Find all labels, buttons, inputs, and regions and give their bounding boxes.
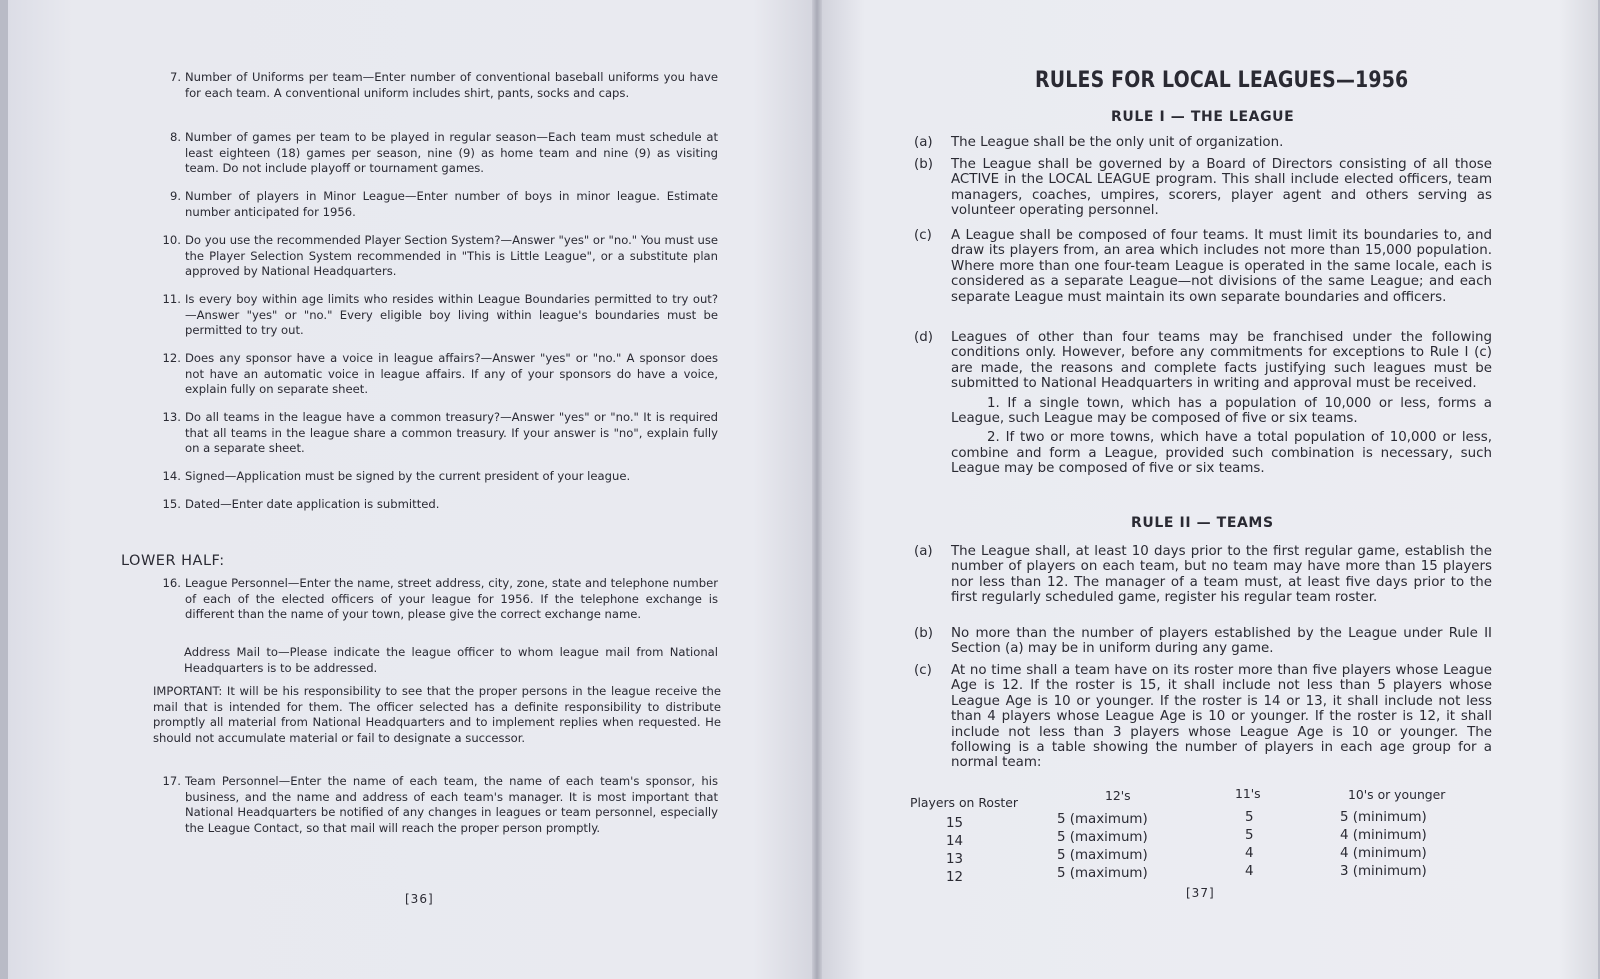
table-cell: 5 (maximum) [1057, 866, 1148, 881]
list-item-14 [158, 469, 718, 485]
item-text: A League shall be composed of four teams. It must limit its boundaries to, and draw its players from, an area which includes not more than 15,000 population. Where more than one four-team League is operated in the same locale, each is considered as a separate League—not divisions of the same League; and each separate League must maintain its own separate boundaries and officers. [951, 228, 1492, 305]
rule-2-item-a [914, 544, 1492, 606]
table-cell: 13 [946, 852, 964, 867]
page-number-right: [37] [1186, 886, 1215, 900]
list-item-9 [158, 189, 718, 220]
list-item-16 [158, 576, 718, 623]
item-text: Does any sponsor have a voice in league affairs?—Answer "yes" or "no." A sponsor does not have an automatic voice in league affairs. If any of your sponsors do have a voice, explain fully on separate sheet. [185, 351, 718, 396]
item-text: Do you use the recommended Player Section System?—Answer "yes" or "no." You must use the Player Selection System recommended in "This is Little League", or a substitute plan approved by National Headquarters. [185, 233, 718, 278]
item-number: 17. [162, 774, 181, 788]
item-number: 8. [169, 130, 181, 144]
item-number: 10. [162, 233, 181, 247]
item-text: The League shall be the only unit of organization. [951, 135, 1284, 150]
list-item-11 [158, 292, 718, 339]
table-cell: 12 [946, 870, 964, 885]
page-number-left: [36] [405, 892, 434, 906]
list-item-15 [158, 497, 718, 513]
item-number: 12. [162, 351, 181, 365]
item-text: Signed—Application must be signed by the current president of your league. [185, 469, 631, 483]
rule-1-item-a [914, 135, 1492, 150]
book-gutter [812, 0, 822, 979]
item-number: 11. [162, 292, 181, 306]
item-text: The League shall be governed by a Board of Directors consisting of all those ACTIVE in the LOCAL LEAGUE program. This shall include elected officers, team managers, coaches, umpires, scorers, player agent and others serving as volunteer operating personnel. [951, 157, 1492, 219]
item-text: Dated—Enter date application is submitted. [185, 497, 440, 511]
table-cell: 5 [1245, 810, 1254, 825]
list-item-13 [158, 410, 718, 457]
rule-2-item-c [914, 663, 1492, 771]
table-header-10s: 10's or younger [1348, 787, 1446, 802]
rule-1-heading: RULE I — THE LEAGUE [1111, 109, 1295, 125]
rule-1-item-c [914, 228, 1492, 305]
item-text: Number of Uniforms per team—Enter number of conventional baseball uniforms you have for each team. A conventional uniform includes shirt, pants, socks and caps. [185, 70, 718, 100]
item-text: Number of games per team to be played in regular season—Each team must schedule at least eighteen (18) games per season, nine (9) as home team and nine (9) as visiting team. Do not include playoff or tournament games. [185, 130, 718, 175]
list-item-7 [158, 70, 718, 101]
item-number: 9. [169, 189, 181, 203]
table-cell: 5 [1245, 828, 1254, 843]
item-text: Team Personnel—Enter the name of each team, the name of each team's sponsor, his business, and the name and address of each team's manager. It is most important that National Headquarters be notified of any changes in leagues or team personnel, especially the League Contact, so that mail will reach the proper person promptly. [185, 774, 718, 835]
list-item-10 [158, 233, 718, 280]
item-label: (a) [914, 544, 933, 559]
table-cell: 4 [1245, 846, 1254, 861]
rule-1-item-b [914, 157, 1492, 219]
table-cell: 5 (minimum) [1340, 810, 1427, 825]
table-header-12s: 12's [1105, 788, 1131, 803]
rule-1-d-sub-1: 1. If a single town, which has a population of 10,000 or less, forms a League, such League may be composed of five or six teams. [951, 395, 1492, 427]
page-title: RULES FOR LOCAL LEAGUES—1956 [1035, 68, 1409, 93]
item-label: (d) [914, 330, 933, 345]
item-label: (c) [914, 663, 932, 678]
item-number: 14. [162, 469, 181, 483]
table-cell: 4 [1245, 864, 1254, 879]
rule-2-item-b [914, 626, 1492, 657]
table-header-11s: 11's [1235, 786, 1261, 801]
rule-2-heading: RULE II — TEAMS [1131, 515, 1274, 531]
table-cell: 5 (maximum) [1057, 830, 1148, 845]
item-number: 13. [162, 410, 181, 424]
item-text: No more than the number of players established by the League under Rule II Section (a) may be in uniform during any game. [951, 626, 1492, 657]
item-text: The League shall, at least 10 days prior to the first regular game, establish the number of players on each team, but no team may have more than 15 players nor less than 12. The manager of a team must, at least five days prior to the first regularly scheduled game, register his regular team roster. [951, 544, 1492, 606]
item-text: Number of players in Minor League—Enter number of boys in minor league. Estimate number anticipated for 1956. [185, 189, 718, 219]
rule-1-d-sub-2: 2. If two or more towns, which have a total population of 10,000 or less, combine and form a League, provided such combination is necessary, such League may be composed of five or six teams. [951, 430, 1492, 477]
important-paragraph: IMPORTANT: It will be his responsibility to see that the proper persons in the league receive the mail that is intended for them. The officer selected has a definite responsibility to distribute promptly all material from National Headquarters and to implement replies when requested. He should not accumulate material or fail to designate a successor. [153, 684, 721, 745]
item-number: 15. [162, 497, 181, 511]
list-item-12 [158, 351, 718, 398]
item-text: Do all teams in the league have a common treasury?—Answer "yes" or "no." It is required that all teams in the league share a common treasury. If your answer is "no", explain fully on a separate sheet. [185, 410, 718, 455]
item-text: League Personnel—Enter the name, street address, city, zone, state and telephone number of each of the elected officers of your league for 1956. If the telephone exchange is different than the name of your town, please give the correct exchange name. [185, 576, 718, 621]
table-cell: 15 [946, 816, 964, 831]
table-cell: 4 (minimum) [1340, 828, 1427, 843]
item-text: Leagues of other than four teams may be franchised under the following conditions only. However, before any commitments for exceptions to Rule I (c) are made, the reasons and complete facts justifying such leagues must be submitted to National Headquarters in writing and approval must be received. [951, 330, 1492, 392]
table-cell: 4 (minimum) [1340, 846, 1427, 861]
item-text: Is every boy within age limits who resides within League Boundaries permitted to try out?—Answer "yes" or "no." Every eligible boy living within league's boundaries must be permitted to try out. [185, 292, 718, 337]
item-number: 16. [162, 576, 181, 590]
section-heading: LOWER HALF: [121, 553, 225, 569]
item-text: At no time shall a team have on its roster more than five players whose League Age is 12. If the roster is 15, it shall include not less than 5 players whose League Age is 10 or younger. If the roster is 14 or 13, it shall include not less than 4 players whose League Age is 10 or younger. If the roster is 12, it shall include not less than 3 players whose League Age is 10 or younger. The following is a table showing the number of players in each age group for a normal team: [951, 663, 1492, 771]
item-number: 7. [169, 70, 181, 84]
table-header-roster: Players on Roster [910, 795, 1018, 810]
table-cell: 5 (maximum) [1057, 812, 1148, 827]
table-cell: 14 [946, 834, 964, 849]
item-label: (a) [914, 135, 933, 150]
item-label: (c) [914, 228, 932, 243]
list-item-8 [158, 130, 718, 177]
item-label: (b) [914, 626, 933, 641]
address-mail-paragraph: Address Mail to—Please indicate the league officer to whom league mail from National Headquarters is to be addressed. [184, 645, 718, 675]
table-cell: 3 (minimum) [1340, 864, 1427, 879]
rule-1-item-d [914, 330, 1492, 477]
table-cell: 5 (maximum) [1057, 848, 1148, 863]
item-label: (b) [914, 157, 933, 172]
list-item-17 [158, 774, 718, 836]
